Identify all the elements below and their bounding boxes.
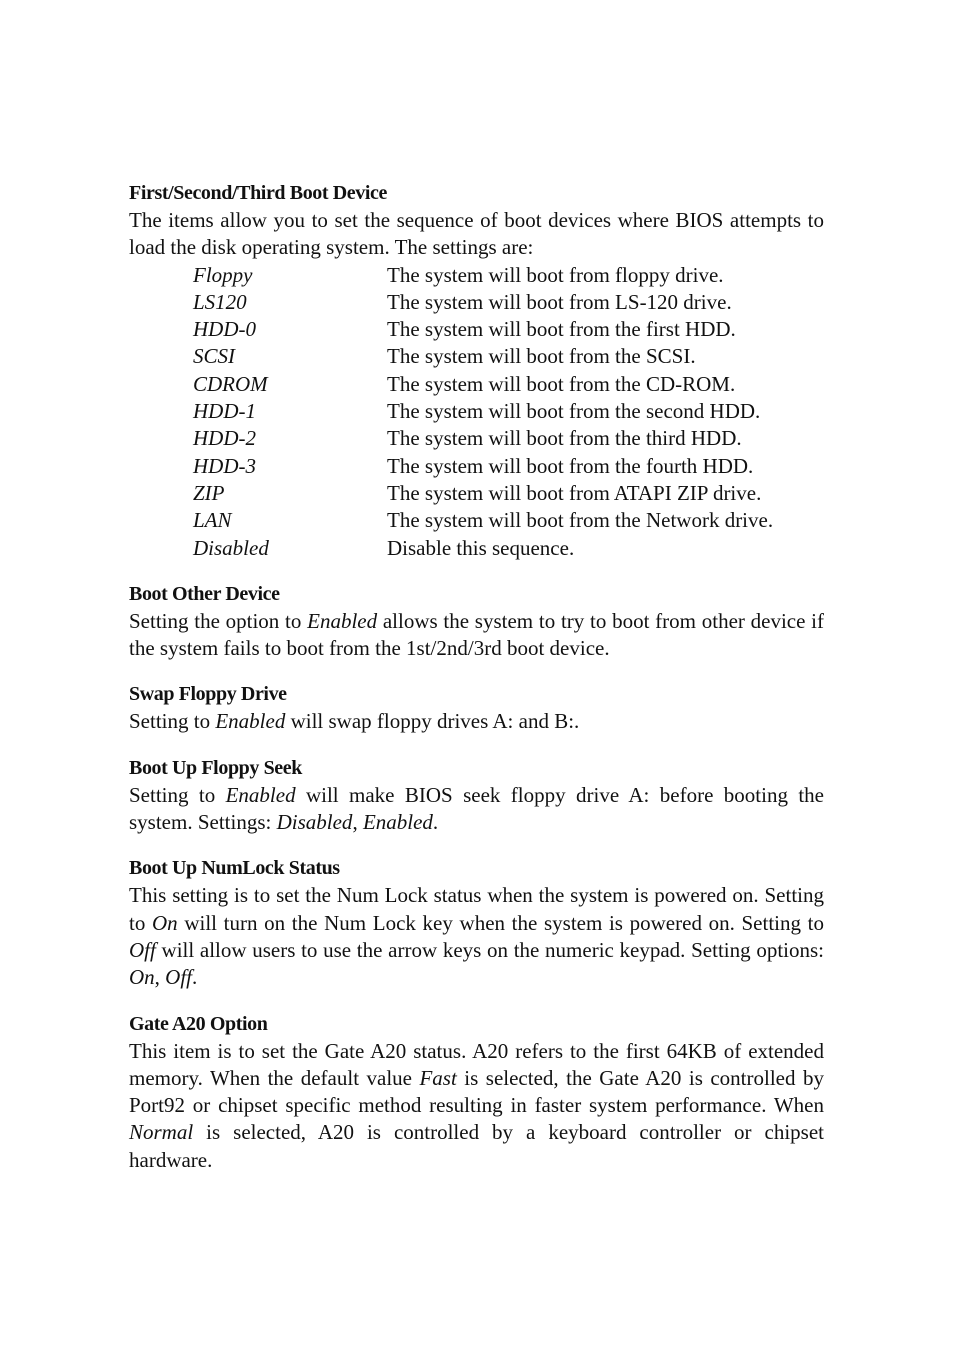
option-description: The system will boot from the third HDD. (387, 426, 742, 451)
option-name: LAN (193, 508, 232, 533)
option-row (193, 316, 773, 343)
section-heading: Gate A20 Option (129, 1012, 268, 1035)
option-row (193, 289, 773, 316)
section-heading: Boot Other Device (129, 582, 280, 605)
section-body: Setting to Enabled will make BIOS seek floppy drive A: before booting the system. Settings: Disabled, Enabled. (129, 782, 824, 835)
option-row (193, 262, 773, 289)
option-description: The system will boot from LS-120 drive. (387, 289, 732, 314)
option-description: The system will boot from the first HDD. (387, 317, 736, 342)
section-body: This item is to set the Gate A20 status. A20 refers to the first 64KB of extended memory. When the default value Fast is selected, the Gate A20 is controlled by Port92 or chipset specific method resulting in faster system performance. When Normal is selected, A20 is controlled by a keyboard controller or chipset hardware. (129, 1038, 824, 1172)
option-row (193, 398, 773, 425)
option-name: HDD-2 (193, 426, 256, 451)
option-row (193, 343, 773, 370)
section-body: Setting the option to Enabled allows the system to try to boot from other device if the system fails to boot from the 1st/2nd/3rd boot device. (129, 608, 824, 661)
section-swap-floppy-drive (129, 681, 824, 735)
option-description: The system will boot from the SCSI. (387, 344, 696, 369)
option-row (193, 507, 773, 534)
option-name: Floppy (193, 262, 253, 287)
option-name: Disabled (193, 535, 269, 560)
section-heading: Boot Up NumLock Status (129, 857, 340, 880)
option-name: HDD-1 (193, 399, 256, 424)
option-description: The system will boot from the CD-ROM. (387, 371, 736, 396)
section-boot-up-floppy-seek (129, 755, 824, 837)
option-description: The system will boot from the fourth HDD. (387, 453, 754, 478)
option-description: The system will boot from ATAPI ZIP drive. (387, 480, 762, 505)
section-boot-other-device (129, 581, 824, 663)
option-description: The system will boot from floppy drive. (387, 262, 724, 287)
section-gate-a20-option (129, 1011, 824, 1174)
section-body: This setting is to set the Num Lock status when the system is powered on. Setting to On will turn on the Num Lock key when the system is powered on. Setting to Off will allow users to use the arrow keys on the numeric keypad. Setting options: On, Off. (129, 883, 824, 990)
section-heading: Swap Floppy Drive (129, 683, 287, 706)
option-row (193, 425, 773, 452)
option-name: CDROM (193, 371, 268, 396)
section-body: Setting to Enabled will swap floppy drives A: and B:. (129, 709, 580, 734)
section-intro: The items allow you to set the sequence of boot devices where BIOS attempts to load the disk operating system. The settings are: (129, 208, 824, 260)
option-name: SCSI (193, 344, 235, 369)
option-row (193, 535, 773, 562)
option-row (193, 453, 773, 480)
option-description: Disable this sequence. (387, 535, 575, 560)
section-boot-device (129, 180, 824, 562)
boot-device-options-table (193, 262, 773, 562)
option-name: LS120 (193, 289, 247, 314)
option-description: The system will boot from the Network drive. (387, 508, 774, 533)
option-row (193, 371, 773, 398)
section-boot-up-numlock-status (129, 855, 824, 991)
manual-page (129, 180, 824, 1174)
option-name: ZIP (193, 480, 225, 505)
section-heading: First/Second/Third Boot Device (129, 182, 387, 204)
option-row (193, 480, 773, 507)
option-name: HDD-0 (193, 317, 256, 342)
option-name: HDD-3 (193, 453, 256, 478)
section-heading: Boot Up Floppy Seek (129, 756, 302, 779)
option-description: The system will boot from the second HDD. (387, 399, 761, 424)
